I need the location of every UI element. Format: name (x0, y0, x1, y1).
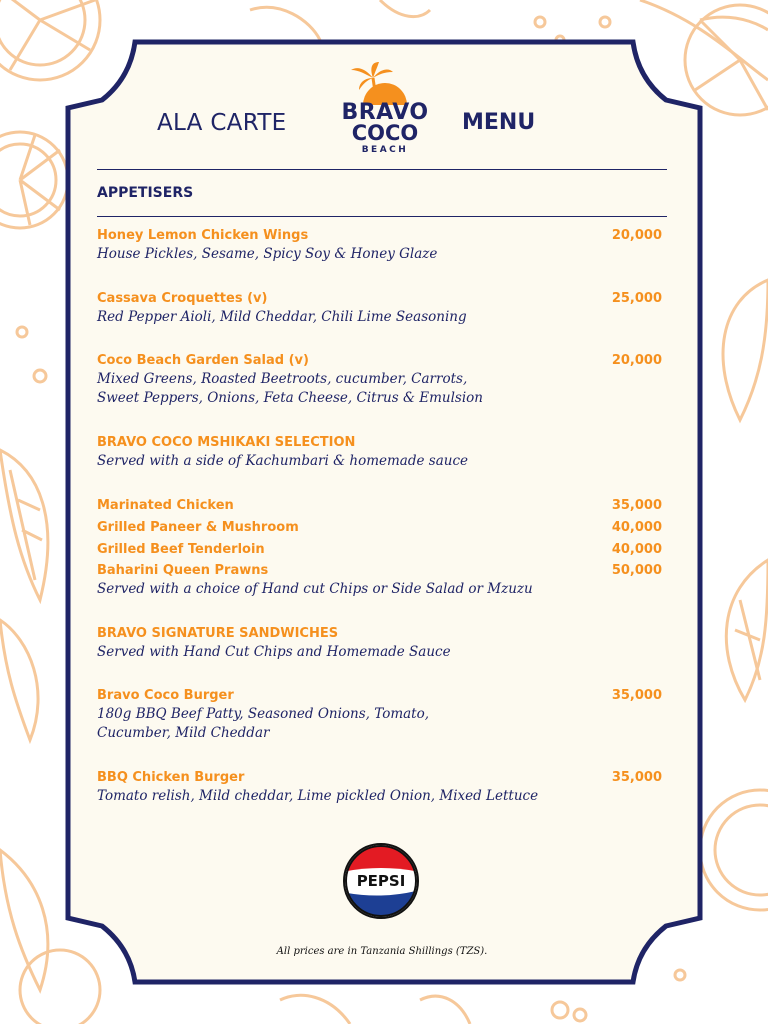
menu-item-price: 35,000 (611, 688, 662, 703)
menu-title-left: ALA CARTE (157, 110, 287, 136)
menu-item-name: Honey Lemon Chicken Wings (97, 228, 309, 243)
menu-item-description: House Pickles, Sesame, Spicy Soy & Honey Glaze (97, 246, 438, 262)
menu-item-price: 50,000 (611, 563, 662, 578)
menu-item-name: BBQ Chicken Burger (97, 770, 245, 785)
menu-subsection-title: BRAVO COCO MSHIKAKI SELECTION (97, 435, 356, 450)
menu-item-description: Red Pepper Aioli, Mild Cheddar, Chili Lime Seasoning (97, 309, 467, 325)
menu-subsection-description: Served with Hand Cut Chips and Homemade Sauce (97, 644, 451, 660)
menu-item-price: 25,000 (611, 291, 662, 306)
menu-item-description: Tomato relish, Mild cheddar, Lime pickled Onion, Mixed Lettuce (97, 788, 539, 804)
menu-item-name: Baharini Queen Prawns (97, 563, 269, 578)
menu-item-name: Grilled Paneer & Mushroom (97, 520, 299, 535)
logo-beach-text: BEACH (361, 145, 409, 155)
pepsi-globe-icon (342, 842, 420, 920)
menu-item-description: Served with a choice of Hand cut Chips or Side Salad or Mzuzu (97, 581, 533, 597)
bravo-coco-logo (333, 60, 437, 160)
menu-item-name: Coco Beach Garden Salad (v) (97, 353, 309, 368)
menu-subsection-title: BRAVO SIGNATURE SANDWICHES (97, 626, 339, 641)
menu-subsection-description: Served with a side of Kachumbari & homemade sauce (97, 453, 468, 469)
price-currency-note: All prices are in Tanzania Shillings (TZS). (276, 946, 488, 957)
logo-bravo-text: BRAVO (341, 100, 429, 125)
menu-item-price: 40,000 (611, 520, 662, 535)
menu-item-price: 35,000 (611, 498, 662, 513)
logo-coco-text: COCO (351, 121, 419, 145)
menu-title-right: MENU (462, 110, 536, 135)
menu-item-description: Mixed Greens, Roasted Beetroots, cucumber, Carrots, Sweet Peppers, Onions, Feta Cheese, Citrus & Emulsion (97, 371, 483, 406)
menu-item-price: 20,000 (611, 353, 662, 368)
header-divider (97, 169, 667, 170)
pepsi-label: PEPSI (356, 872, 406, 890)
palm-sun-icon (333, 60, 437, 105)
menu-item-price: 35,000 (611, 770, 662, 785)
menu-item-name: Cassava Croquettes (v) (97, 291, 268, 306)
menu-item-price: 40,000 (611, 542, 662, 557)
menu-content (97, 0, 667, 1024)
section-divider (97, 216, 667, 217)
menu-item-name: Marinated Chicken (97, 498, 234, 513)
pepsi-logo (342, 842, 420, 920)
section-title: APPETISERS (97, 185, 194, 201)
menu-item-price: 20,000 (611, 228, 662, 243)
menu-item-name: Bravo Coco Burger (97, 688, 234, 703)
menu-item-name: Grilled Beef Tenderloin (97, 542, 265, 557)
menu-item-description: 180g BBQ Beef Patty, Seasoned Onions, Tomato, Cucumber, Mild Cheddar (97, 706, 430, 741)
